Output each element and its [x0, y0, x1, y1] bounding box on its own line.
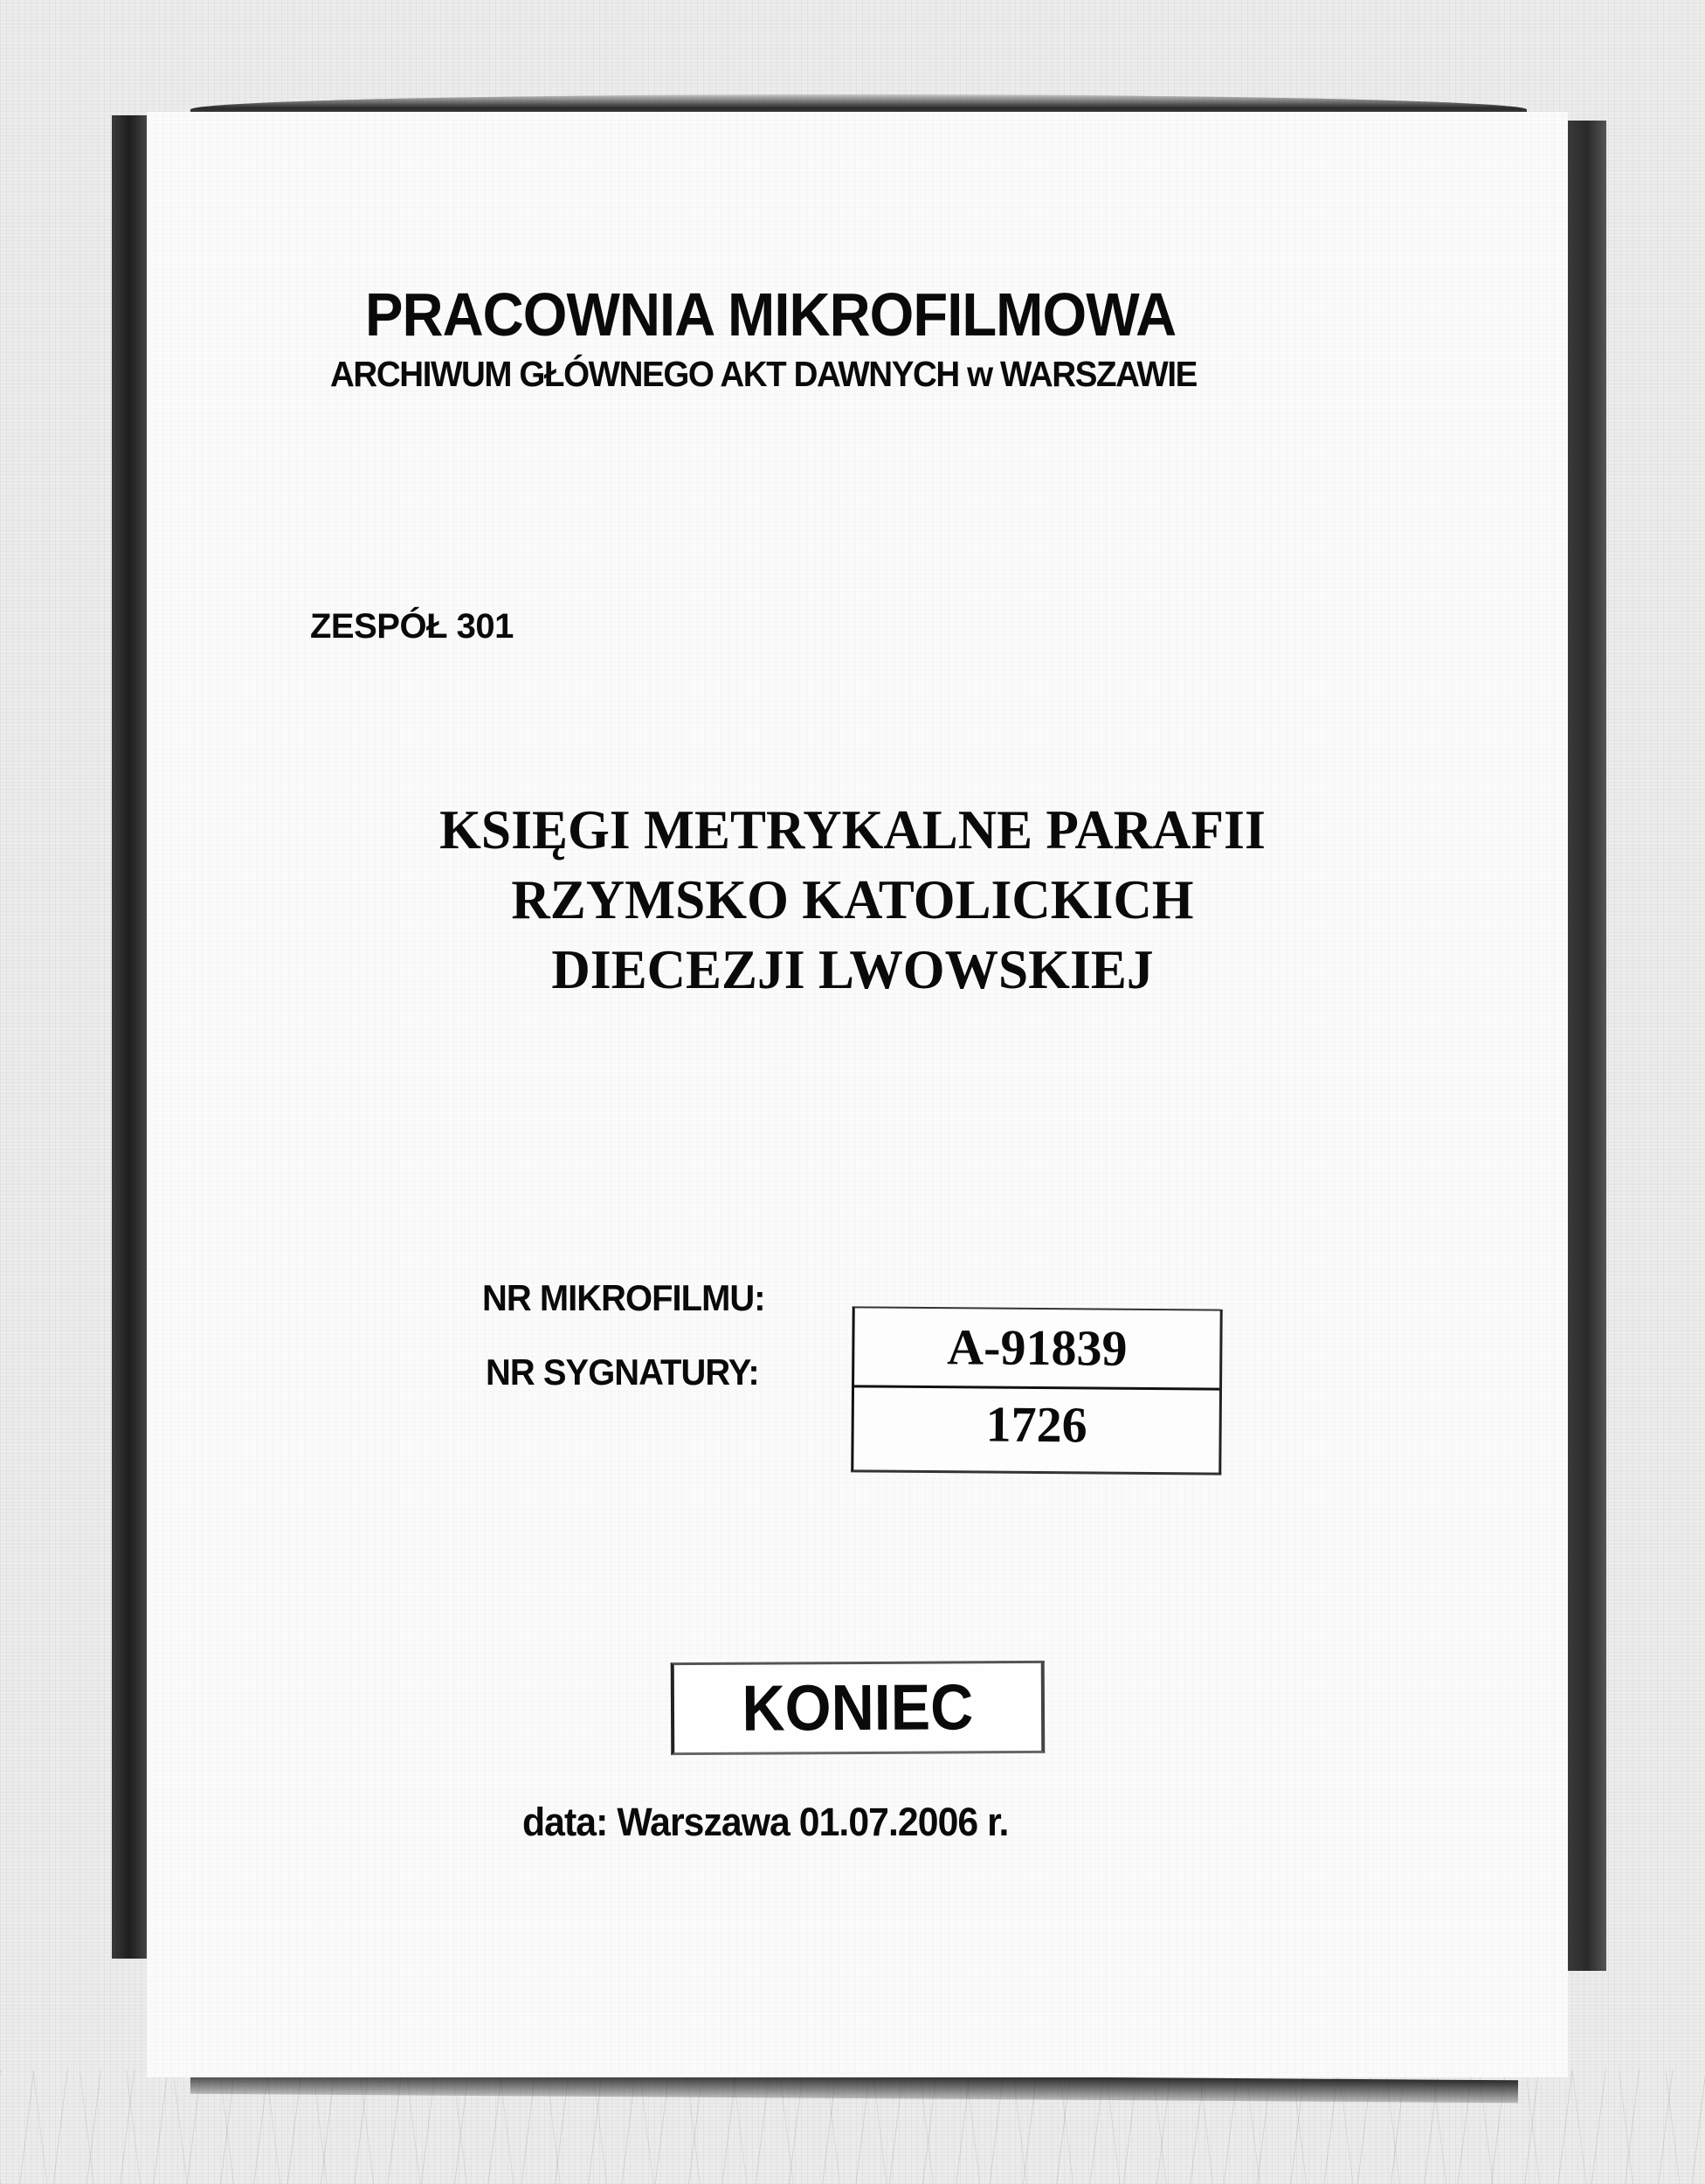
collection-title-line-1: KSIĘGI METRYKALNE PARAFII: [439, 798, 1266, 860]
signature-number-value: 1726: [985, 1395, 1087, 1454]
end-marker-label: KONIEC: [742, 1670, 974, 1745]
collection-title-line-2: RZYMSKO KATOLICKICH: [511, 868, 1194, 930]
film-edge-top: [190, 94, 1527, 114]
document-page: [147, 112, 1568, 2077]
film-edge-left: [112, 115, 147, 1959]
identifier-box: [851, 1306, 1222, 1475]
film-edge-right: [1568, 121, 1606, 1971]
end-marker-box: [671, 1661, 1046, 1755]
archive-name: ARCHIWUM GŁÓWNEGO AKT DAWNYCH w WARSZAWIE: [330, 354, 1197, 394]
collection-title-line-3: DIECEZJI LWOWSKIEJ: [551, 938, 1154, 1000]
microfilm-number-value: A-91839: [854, 1317, 1220, 1390]
microfilm-number-label: NR MIKROFILMU:: [482, 1277, 765, 1318]
signature-number-label: NR SYGNATURY:: [486, 1351, 759, 1393]
collection-title: [34, 795, 1671, 1005]
date-line: data: Warszawa 01.07.2006 r.: [522, 1800, 1009, 1844]
fond-number: ZESPÓŁ 301: [310, 607, 514, 646]
page-title: PRACOWNIA MIKROFILMOWA: [365, 280, 1177, 349]
